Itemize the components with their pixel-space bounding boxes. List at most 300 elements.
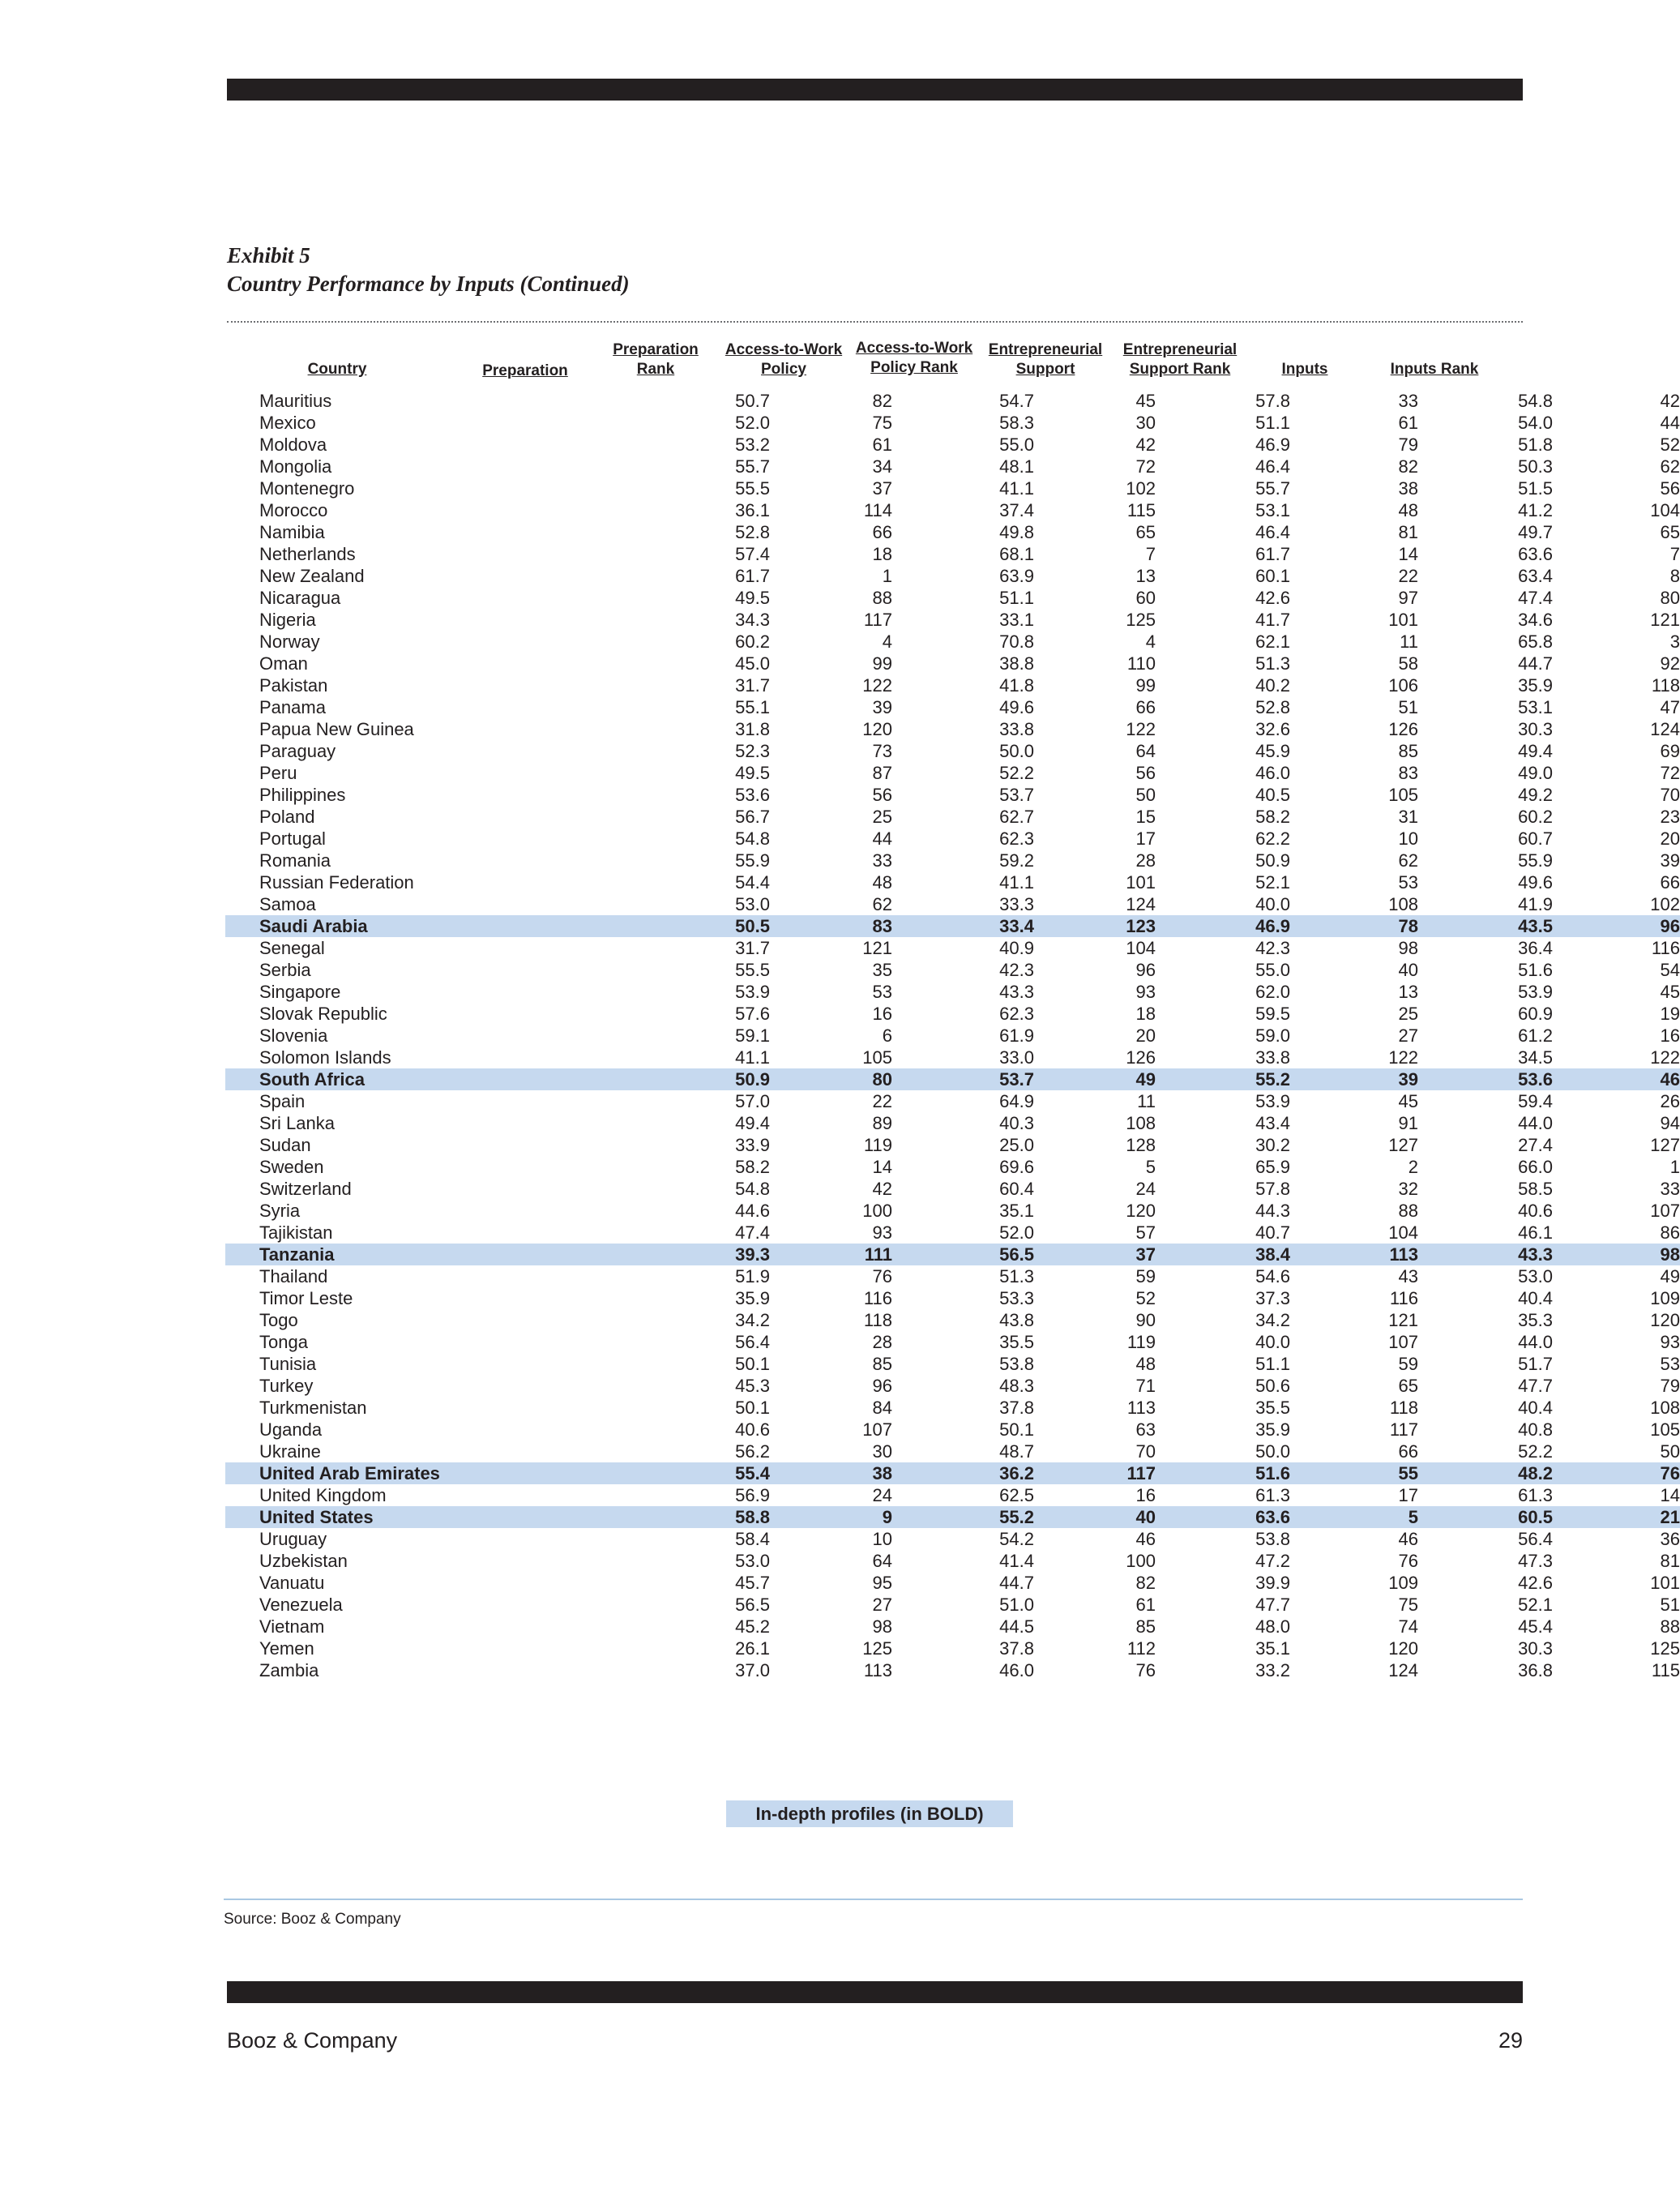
value-cell: 31 [1398,807,1418,827]
value-cell: 53.0 [1518,1266,1553,1286]
table-row [225,1309,1680,1331]
value-cell: 51.1 [999,588,1034,608]
value-cell: 115 [1651,1660,1680,1680]
value-cell: 37.8 [999,1398,1034,1418]
value-cell: 33.4 [999,916,1034,936]
value-cell: 53.8 [1255,1529,1290,1549]
country-cell: Slovenia [259,1025,328,1046]
bottom-bar [227,1981,1523,2003]
value-cell: 93 [872,1222,892,1243]
value-cell: 50.9 [1255,850,1290,871]
value-cell: 48 [1398,500,1418,520]
table-row [225,390,1680,412]
value-cell: 60.4 [999,1179,1034,1199]
value-cell: 73 [872,741,892,761]
value-cell: 62.0 [1255,982,1290,1002]
value-cell: 32.6 [1255,719,1290,739]
value-cell: 55.2 [1255,1069,1290,1090]
value-cell: 40.9 [999,938,1034,958]
value-cell: 56.2 [735,1441,770,1462]
value-cell: 15 [1135,807,1156,827]
value-cell: 113 [1389,1244,1418,1265]
table-row [225,1637,1680,1659]
value-cell: 122 [1126,719,1156,739]
country-cell: Russian Federation [259,872,414,893]
table-row [225,412,1680,434]
value-cell: 47.3 [1518,1551,1553,1571]
value-cell: 116 [863,1288,892,1308]
value-cell: 43.4 [1255,1113,1290,1133]
value-cell: 5 [1145,1157,1156,1177]
value-cell: 107 [862,1419,892,1440]
value-cell: 126 [1388,719,1418,739]
country-cell: Tajikistan [259,1222,333,1243]
value-cell: 45.4 [1518,1616,1553,1637]
value-cell: 97 [1398,588,1418,608]
exhibit-label: Exhibit 5 [227,243,310,268]
value-cell: 55.5 [735,960,770,980]
value-cell: 100 [862,1201,892,1221]
value-cell: 108 [1650,1398,1680,1418]
value-cell: 63.6 [1255,1507,1290,1527]
value-cell: 53 [1660,1354,1680,1374]
table-row [225,828,1680,850]
value-cell: 63 [1135,1419,1156,1440]
value-cell: 46.9 [1255,916,1290,936]
value-cell: 13 [1135,566,1156,586]
value-cell: 105 [1650,1419,1680,1440]
value-cell: 62.1 [1255,631,1290,652]
value-cell: 44 [872,828,892,849]
value-cell: 55.2 [999,1507,1034,1527]
value-cell: 45.2 [735,1616,770,1637]
value-cell: 35.9 [1255,1419,1290,1440]
value-cell: 83 [872,916,892,936]
country-cell: Peru [259,763,297,783]
value-cell: 60.2 [735,631,770,652]
value-cell: 53.0 [735,1551,770,1571]
table-row [225,543,1680,565]
value-cell: 51.3 [999,1266,1034,1286]
value-cell: 126 [1126,1047,1156,1068]
value-cell: 122 [1650,1047,1680,1068]
value-cell: 50.1 [999,1419,1034,1440]
value-cell: 61.3 [1255,1485,1290,1505]
source-rule [224,1899,1523,1900]
value-cell: 55.0 [999,435,1034,455]
country-cell: Mongolia [259,456,332,477]
value-cell: 31.7 [735,938,770,958]
value-cell: 50 [1135,785,1156,805]
value-cell: 83 [1398,763,1418,783]
value-cell: 1 [882,566,892,586]
value-cell: 28 [1135,850,1156,871]
country-cell: Panama [259,697,326,717]
value-cell: 70 [1660,785,1680,805]
value-cell: 48.7 [999,1441,1034,1462]
value-cell: 46.4 [1255,456,1290,477]
value-cell: 40.5 [1255,785,1290,805]
value-cell: 69 [1660,741,1680,761]
table-row [225,1265,1680,1287]
value-cell: 65.9 [1255,1157,1290,1177]
value-cell: 38 [1398,478,1418,499]
value-cell: 53.9 [1255,1091,1290,1111]
value-cell: 42.6 [1255,588,1290,608]
header-inputs: Inputs [1281,361,1328,378]
value-cell: 43.8 [999,1310,1034,1330]
value-cell: 42 [872,1179,892,1199]
value-cell: 116 [1651,938,1680,958]
country-cell: Montenegro [259,478,355,499]
value-cell: 102 [1650,894,1680,914]
value-cell: 70 [1135,1441,1156,1462]
value-cell: 52.8 [735,522,770,542]
value-cell: 10 [872,1529,892,1549]
value-cell: 49.2 [1518,785,1553,805]
value-cell: 76 [1660,1463,1680,1483]
table-row [225,1419,1680,1441]
header-access-policy-rank: Access-to-Work Policy Rank [855,340,973,376]
value-cell: 50.6 [1255,1376,1290,1396]
value-cell: 119 [1126,1332,1156,1352]
value-cell: 90 [1135,1310,1156,1330]
table-row [225,740,1680,762]
footer-company: Booz & Company [227,2028,398,2053]
value-cell: 53.6 [1518,1069,1553,1090]
legend-bold-profiles: In-depth profiles (in BOLD) [726,1800,1013,1827]
value-cell: 7 [1669,544,1680,564]
value-cell: 46.4 [1255,522,1290,542]
value-cell: 50 [1660,1441,1680,1462]
value-cell: 50.0 [999,741,1034,761]
value-cell: 20 [1660,828,1680,849]
value-cell: 121 [862,938,892,958]
value-cell: 46 [1135,1529,1156,1549]
value-cell: 125 [862,1638,892,1659]
value-cell: 100 [1126,1551,1156,1571]
value-cell: 35.1 [1255,1638,1290,1659]
value-cell: 54.8 [1518,391,1553,411]
value-cell: 33.1 [999,610,1034,630]
value-cell: 57 [1135,1222,1156,1243]
value-cell: 74 [1398,1616,1418,1637]
source-note: Source: Booz & Company [224,1911,401,1928]
value-cell: 46.0 [1255,763,1290,783]
value-cell: 124 [1388,1660,1418,1680]
country-cell: South Africa [259,1069,365,1090]
country-cell: Samoa [259,894,316,914]
value-cell: 59.0 [1255,1025,1290,1046]
value-cell: 59 [1135,1266,1156,1286]
value-cell: 48.1 [999,456,1034,477]
table-row [225,653,1680,674]
value-cell: 57.4 [735,544,770,564]
table-row [225,477,1680,499]
value-cell: 33.0 [999,1047,1034,1068]
value-cell: 11 [1137,1091,1156,1111]
value-cell: 72 [1135,456,1156,477]
country-cell: New Zealand [259,566,365,586]
value-cell: 50.9 [735,1069,770,1090]
value-cell: 44.6 [735,1201,770,1221]
value-cell: 112 [1126,1638,1156,1659]
table-row [225,915,1680,937]
value-cell: 105 [1388,785,1418,805]
table-body [225,390,1680,1681]
value-cell: 41.7 [1255,610,1290,630]
value-cell: 38 [872,1463,892,1483]
table-row [225,456,1680,477]
value-cell: 98 [872,1616,892,1637]
value-cell: 125 [1126,610,1156,630]
country-cell: Vanuatu [259,1573,325,1593]
value-cell: 35.5 [999,1332,1034,1352]
value-cell: 51.5 [1518,478,1553,499]
value-cell: 61.2 [1518,1025,1553,1046]
value-cell: 54.7 [999,391,1034,411]
value-cell: 49 [1660,1266,1680,1286]
value-cell: 128 [1126,1135,1156,1155]
value-cell: 40.6 [735,1419,770,1440]
value-cell: 93 [1660,1332,1680,1352]
country-cell: Nigeria [259,610,316,630]
value-cell: 44 [1660,413,1680,433]
header-access-policy: Access-to-Work Policy [725,341,843,378]
value-cell: 30.3 [1518,719,1553,739]
value-cell: 96 [1135,960,1156,980]
table-row [225,587,1680,609]
value-cell: 111 [864,1244,892,1265]
value-cell: 49 [1135,1069,1156,1090]
value-cell: 53.1 [1255,500,1290,520]
value-cell: 52.0 [735,413,770,433]
value-cell: 44.5 [999,1616,1034,1637]
value-cell: 65.8 [1518,631,1553,652]
value-cell: 41.1 [999,872,1034,893]
value-cell: 42.6 [1518,1573,1553,1593]
value-cell: 44.0 [1518,1113,1553,1133]
value-cell: 121 [1388,1310,1418,1330]
country-cell: Thailand [259,1266,328,1286]
value-cell: 33.9 [735,1135,770,1155]
country-cell: Saudi Arabia [259,916,368,936]
value-cell: 120 [1126,1201,1156,1221]
value-cell: 55.9 [1518,850,1553,871]
value-cell: 84 [872,1398,892,1418]
value-cell: 124 [1650,719,1680,739]
value-cell: 124 [1126,894,1156,914]
value-cell: 95 [872,1573,892,1593]
value-cell: 53 [872,982,892,1002]
table-row [225,806,1680,828]
value-cell: 45.7 [735,1573,770,1593]
value-cell: 40 [1135,1507,1156,1527]
table-row [225,674,1680,696]
value-cell: 61.7 [1255,544,1290,564]
country-cell: Uzbekistan [259,1551,348,1571]
value-cell: 47.7 [1255,1595,1290,1615]
value-cell: 54 [1660,960,1680,980]
value-cell: 48.3 [999,1376,1034,1396]
table-row [225,1025,1680,1047]
table-row [225,850,1680,871]
value-cell: 109 [1388,1573,1418,1593]
table-row [225,1375,1680,1397]
value-cell: 55.0 [1255,960,1290,980]
table-row [225,1287,1680,1309]
value-cell: 82 [1135,1573,1156,1593]
value-cell: 59 [1398,1354,1418,1374]
value-cell: 56.4 [1518,1529,1553,1549]
value-cell: 59.1 [735,1025,770,1046]
value-cell: 30 [1135,413,1156,433]
value-cell: 62 [872,894,892,914]
value-cell: 17 [1398,1485,1418,1505]
value-cell: 88 [1398,1201,1418,1221]
country-cell: Singapore [259,982,341,1002]
value-cell: 58.2 [735,1157,770,1177]
value-cell: 50.3 [1518,456,1553,477]
header-country: Country [307,361,367,378]
value-cell: 44.0 [1518,1332,1553,1352]
value-cell: 49.4 [1518,741,1553,761]
country-cell: Ukraine [259,1441,321,1462]
country-cell: Slovak Republic [259,1004,387,1024]
country-cell: Philippines [259,785,346,805]
value-cell: 56 [1135,763,1156,783]
exhibit-title: Country Performance by Inputs (Continued) [227,272,630,296]
value-cell: 40.7 [1255,1222,1290,1243]
value-cell: 23 [1660,807,1680,827]
value-cell: 60.5 [1518,1507,1553,1527]
value-cell: 24 [1135,1179,1156,1199]
value-cell: 52.8 [1255,697,1290,717]
value-cell: 2 [1408,1157,1418,1177]
table-row [225,499,1680,521]
value-cell: 91 [1398,1113,1418,1133]
value-cell: 36.1 [735,500,770,520]
value-cell: 51.6 [1518,960,1553,980]
value-cell: 113 [1126,1398,1156,1418]
country-cell: Vietnam [259,1616,325,1637]
value-cell: 36.8 [1518,1660,1553,1680]
country-cell: Netherlands [259,544,356,564]
value-cell: 39 [1660,850,1680,871]
value-cell: 53.7 [999,1069,1034,1090]
value-cell: 45.3 [735,1376,770,1396]
value-cell: 113 [863,1660,892,1680]
value-cell: 40.4 [1518,1398,1553,1418]
value-cell: 56.4 [735,1332,770,1352]
value-cell: 38.8 [999,653,1034,674]
value-cell: 41.2 [1518,500,1553,520]
value-cell: 60.1 [1255,566,1290,586]
value-cell: 117 [863,610,892,630]
table-row [225,1484,1680,1506]
country-cell: Timor Leste [259,1288,353,1308]
value-cell: 57.8 [1255,391,1290,411]
table-row [225,1441,1680,1462]
value-cell: 89 [872,1113,892,1133]
value-cell: 58.4 [735,1529,770,1549]
value-cell: 51.3 [1255,653,1290,674]
table-row [225,609,1680,631]
value-cell: 51 [1660,1595,1680,1615]
value-cell: 53.6 [735,785,770,805]
table-row [225,1353,1680,1375]
value-cell: 60.7 [1518,828,1553,849]
value-cell: 38.4 [1255,1244,1290,1265]
value-cell: 51.1 [1255,1354,1290,1374]
value-cell: 60.2 [1518,807,1553,827]
value-cell: 118 [1389,1398,1418,1418]
value-cell: 41.1 [735,1047,770,1068]
value-cell: 57.8 [1255,1179,1290,1199]
value-cell: 81 [1660,1551,1680,1571]
value-cell: 36 [1660,1529,1680,1549]
value-cell: 57.0 [735,1091,770,1111]
value-cell: 35.3 [1518,1310,1553,1330]
value-cell: 61.7 [735,566,770,586]
header-preparation-rank: Preparation Rank [613,341,699,378]
table-row [225,1572,1680,1594]
value-cell: 54.6 [1255,1266,1290,1286]
value-cell: 61 [1398,413,1418,433]
value-cell: 34.3 [735,610,770,630]
value-cell: 34.2 [1255,1310,1290,1330]
country-cell: Syria [259,1201,301,1221]
country-cell: Turkmenistan [259,1398,367,1418]
value-cell: 114 [863,500,892,520]
value-cell: 53.8 [999,1354,1034,1374]
value-cell: 53 [1398,872,1418,893]
value-cell: 63.4 [1518,566,1553,586]
value-cell: 49.6 [1518,872,1553,893]
value-cell: 42 [1135,435,1156,455]
value-cell: 102 [1126,478,1156,499]
value-cell: 117 [1389,1419,1418,1440]
value-cell: 65 [1398,1376,1418,1396]
value-cell: 62.3 [999,828,1034,849]
table-row [225,871,1680,893]
value-cell: 49.5 [735,763,770,783]
value-cell: 30.3 [1518,1638,1553,1659]
value-cell: 27 [1398,1025,1418,1046]
country-cell: Mexico [259,413,316,433]
country-cell: Zambia [259,1660,319,1680]
value-cell: 42 [1660,391,1680,411]
table-row [225,1222,1680,1244]
value-cell: 58.8 [735,1507,770,1527]
country-cell: Poland [259,807,315,827]
value-cell: 52.2 [999,763,1034,783]
country-cell: Moldova [259,435,327,455]
country-cell: Venezuela [259,1595,343,1615]
value-cell: 87 [872,763,892,783]
table-row [225,1462,1680,1484]
value-cell: 66 [872,522,892,542]
value-cell: 4 [1145,631,1156,652]
value-cell: 11 [1400,631,1418,652]
country-cell: Tanzania [259,1244,335,1265]
value-cell: 48.0 [1255,1616,1290,1637]
value-cell: 57.6 [735,1004,770,1024]
value-cell: 119 [863,1135,892,1155]
value-cell: 120 [862,719,892,739]
value-cell: 66 [1660,872,1680,893]
table-row [225,1003,1680,1025]
